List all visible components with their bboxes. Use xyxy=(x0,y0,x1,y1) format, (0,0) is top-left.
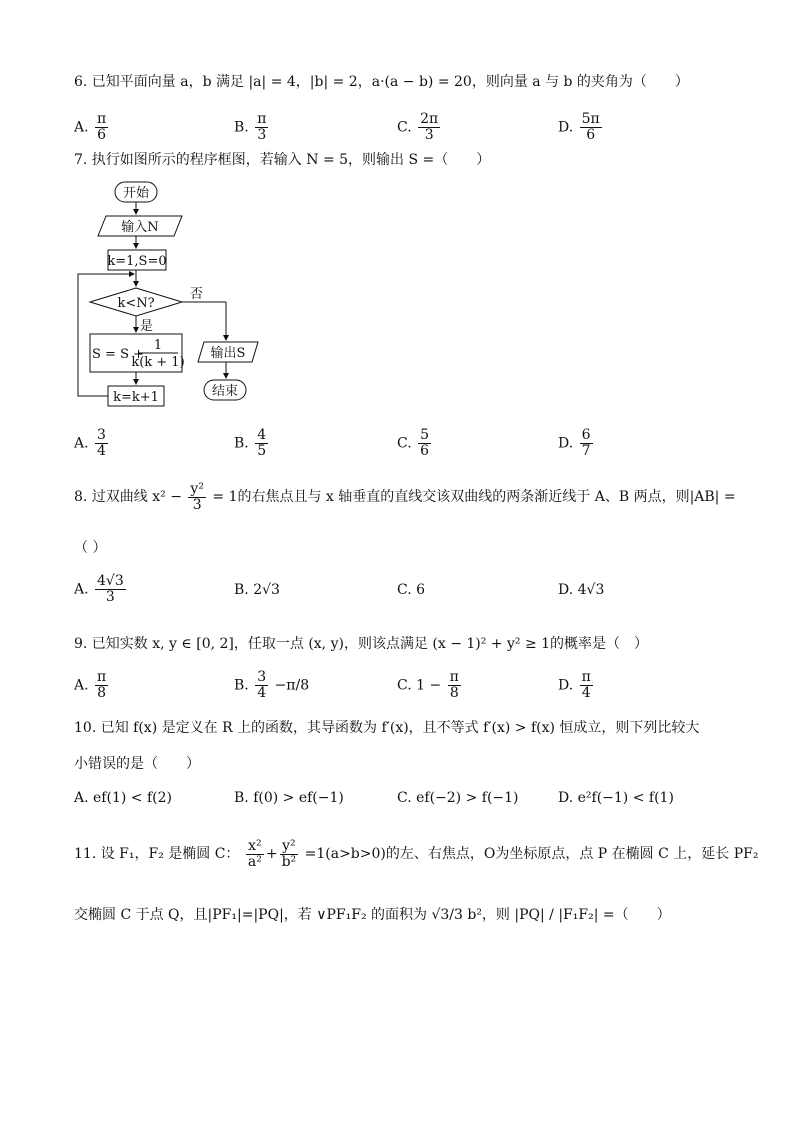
q7-flowchart xyxy=(70,178,270,423)
flow-increment-text: k=k+1 xyxy=(113,390,159,405)
q9-stem: 9. 已知实数 x, y ∈ [0, 2]，任取一点 (x, y)，则该点满足 (x − 1)² + y² ≥ 1的概率是（ ） xyxy=(74,636,649,652)
flow-yes-label: 是 xyxy=(140,319,154,334)
q6-option-b[interactable] xyxy=(234,112,270,143)
q7-option-a[interactable] xyxy=(74,428,110,459)
q7-stem: 7. 执行如图所示的程序框图，若输入 N = 5，则输出 S =（ ） xyxy=(74,152,491,168)
option-label: B. xyxy=(234,119,249,136)
q10-option-c[interactable]: C. ef(−2) > f(−1) xyxy=(397,790,519,806)
q8-paren: （ ） xyxy=(74,540,107,556)
q9-option-a[interactable]: A. $\frac{\pi}{8}$ xyxy=(74,669,107,701)
option-label: A. xyxy=(74,435,89,452)
q10-stem-line1: 10. 已知 f(x) 是定义在 R 上的函数，其导函数为 f′(x)，且不等式 f′(x) > f(x) 恒成立，则下列比较大 xyxy=(74,720,700,736)
flow-start-text: 开始 xyxy=(122,186,150,201)
q9-option-b[interactable]: B. $\frac{3}{4}$ −π/8 xyxy=(234,669,310,701)
q9-option-d[interactable]: D. $\frac{\pi}{4}$ xyxy=(558,669,591,701)
option-label: D. xyxy=(558,435,574,452)
option-label: A. xyxy=(74,119,89,136)
q8-option-d[interactable]: D. 4√3 xyxy=(558,582,605,598)
q8-option-a[interactable]: A. $\frac{4√3}{3}$ xyxy=(74,573,124,605)
q9-option-c[interactable]: C. 1 − $\frac{\pi}{8}$ xyxy=(397,669,459,701)
q7-option-b[interactable] xyxy=(234,428,270,459)
q6-option-c[interactable] xyxy=(397,112,442,143)
option-label: C. xyxy=(397,119,412,136)
option-label: C. xyxy=(397,435,412,452)
q8-option-b[interactable]: B. 2√3 xyxy=(234,582,280,598)
q7-option-c[interactable] xyxy=(397,428,433,459)
flow-assign-den: k(k + 1) xyxy=(131,355,185,370)
q10-option-b[interactable]: B. f(0) > ef(−1) xyxy=(234,790,344,806)
option-fraction: $\frac{4}{5}$ xyxy=(257,427,267,459)
option-fraction: $\frac{\pi}{6}$ xyxy=(97,111,107,143)
option-fraction: $\frac{3}{4}$ xyxy=(97,427,106,459)
flow-end-text: 结束 xyxy=(211,384,239,399)
flow-output-text: 输出S xyxy=(210,346,246,361)
q8-option-c[interactable]: C. 6 xyxy=(397,582,426,598)
flow-input-text: 输入N xyxy=(121,220,159,235)
option-fraction: $\frac{2\pi}{3}$ xyxy=(420,111,439,143)
q10-stem-line2: 小错误的是（ ） xyxy=(74,756,200,772)
flow-condition-text: k<N? xyxy=(117,296,155,311)
q8-stem: 8. 过双曲线 x² − $\frac{\text{y²}}{3}$ = 1的右焦点且与 x 轴垂直的直线交该双曲线的两条渐近线于 A、B 两点，则|AB| = xyxy=(74,480,736,513)
q6-option-d[interactable] xyxy=(558,112,604,143)
q6-option-a[interactable] xyxy=(74,112,110,143)
option-fraction: $\frac{5}{6}$ xyxy=(420,427,430,459)
flow-no-label: 否 xyxy=(190,287,204,302)
q11-stem-line2: 交椭圆 C 于点 Q，且|PF₁|=|PQ|，若 ∨PF₁F₂ 的面积为 √3/3 b²，则 |PQ| / |F₁F₂| =（ ） xyxy=(74,907,671,923)
q10-option-a[interactable]: A. ef(1) < f(2) xyxy=(74,790,172,806)
q6-stem: 6. 已知平面向量 a，b 满足 |a| = 4，|b| = 2，a·(a − b) = 20，则向量 a 与 b 的夹角为（ ） xyxy=(74,74,689,90)
option-fraction: $\frac{5\pi}{6}$ xyxy=(581,111,600,143)
q11-stem-line1: 11. 设 F₁，F₂ 是椭圆 C： $\frac{\text{x²}}{\text{a²}}$ + $\frac{\text{y²}}{\text{b²}}$ =1(a>b>0)的左、右焦点，O为坐标原点，点 P 在椭圆 C 上，延长 PF₂ xyxy=(74,837,759,870)
q7-option-d[interactable] xyxy=(558,428,595,459)
flow-init-text: k=1,S=0 xyxy=(107,254,167,269)
option-label: B. xyxy=(234,435,249,452)
option-label: D. xyxy=(558,119,574,136)
option-fraction: $\frac{\pi}{3}$ xyxy=(257,111,267,143)
flow-assign-lhs: S = S + xyxy=(92,347,144,362)
q10-option-d[interactable]: D. e²f(−1) < f(1) xyxy=(558,790,674,806)
option-fraction: $\frac{6}{7}$ xyxy=(581,427,591,459)
flow-assign-num: 1 xyxy=(153,338,163,353)
